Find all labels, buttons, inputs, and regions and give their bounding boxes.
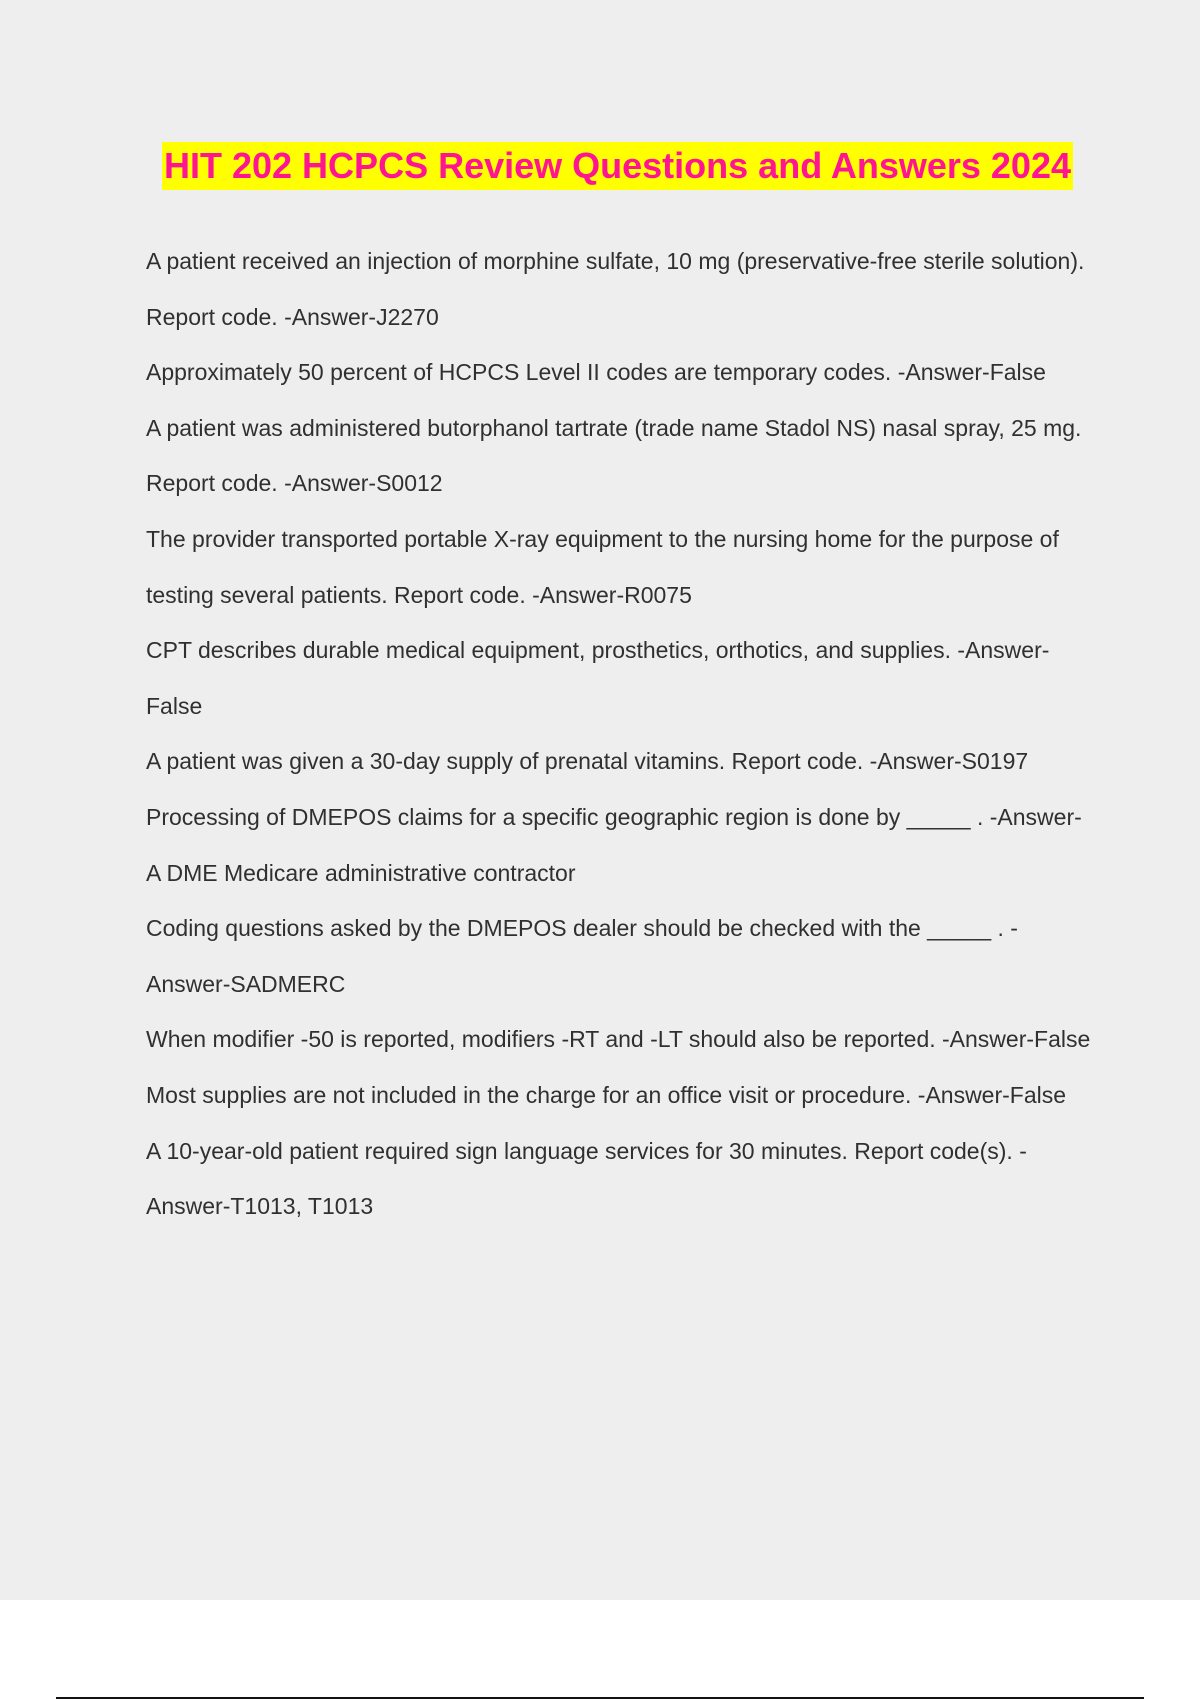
- qa-list: [146, 234, 1091, 1235]
- qa-entry: A patient was administered butorphanol tartrate (trade name Stadol NS) nasal spray, 25 mg. Report code. -Answer-S0012: [146, 414, 1082, 497]
- qa-entry: Coding questions asked by the DMEPOS dealer should be checked with the _____ . -Answer-SADMERC: [146, 915, 1018, 997]
- qa-entry: When modifier -50 is reported, modifiers -RT and -LT should also be reported. -Answer-False: [146, 1026, 1091, 1053]
- qa-entry: A 10-year-old patient required sign language services for 30 minutes. Report code(s). -Answer-T1013, T1013: [146, 1137, 1027, 1220]
- title-container: [0, 142, 1200, 190]
- qa-entry: A patient received an injection of morphine sulfate, 10 mg (preservative-free sterile solution). Report code. -Answer-J2270: [146, 248, 1085, 330]
- qa-entry: CPT describes durable medical equipment, prosthetics, orthotics, and supplies. -Answer-False: [146, 637, 1050, 719]
- qa-entry: The provider transported portable X-ray equipment to the nursing home for the purpose of testing several patients. Report code. -Answer-R0075: [146, 525, 1059, 608]
- qa-entry: A patient was given a 30-day supply of prenatal vitamins. Report code. -Answer-S0197: [146, 748, 1029, 775]
- document-title: HIT 202 HCPCS Review Questions and Answers 2024: [162, 142, 1073, 190]
- qa-entry: Processing of DMEPOS claims for a specific geographic region is done by _____ . -Answer-A DME Medicare administrative contractor: [146, 803, 1082, 886]
- qa-entry: Most supplies are not included in the charge for an office visit or procedure. -Answer-False: [146, 1081, 1067, 1108]
- page-divider: [56, 1697, 1144, 1699]
- qa-entry: Approximately 50 percent of HCPCS Level II codes are temporary codes. -Answer-False: [146, 359, 1046, 386]
